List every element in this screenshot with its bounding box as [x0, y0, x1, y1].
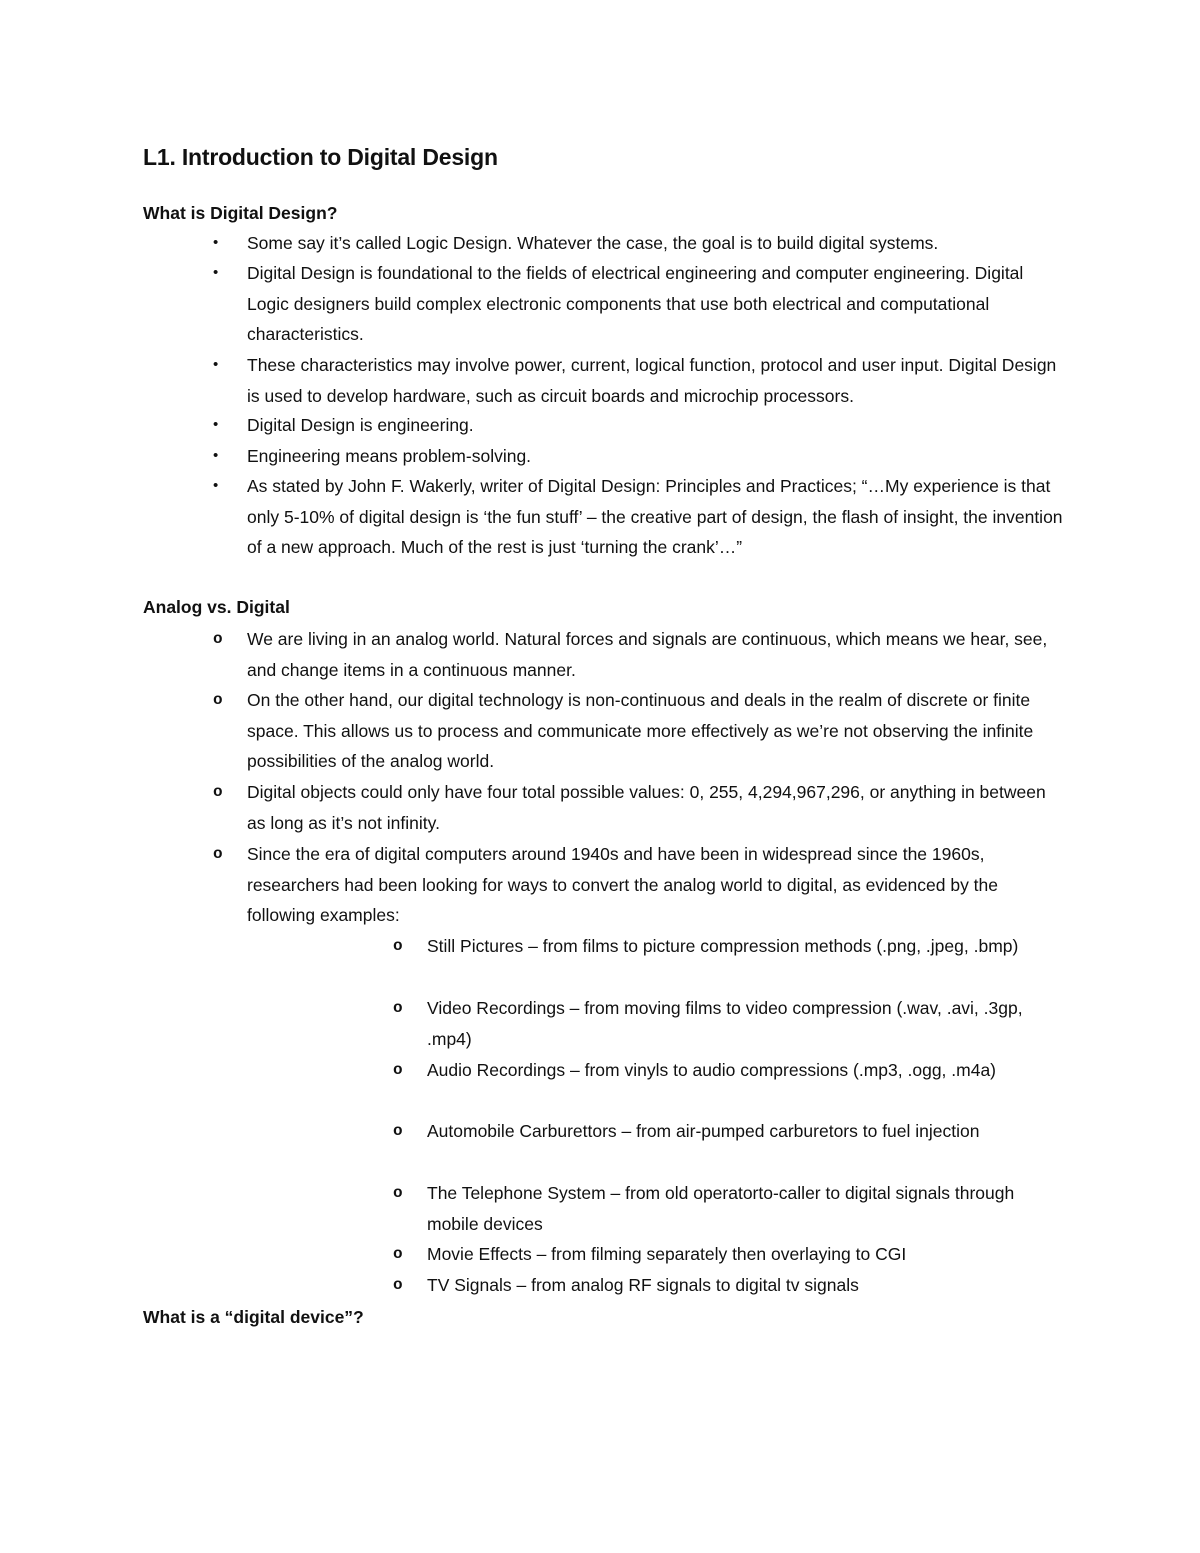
section-heading-what-is-digital-design: What is Digital Design? — [143, 203, 338, 223]
list-item-text: Since the era of digital computers around 1940s and have been in widespread since the 1960s, researchers had been looking for ways to convert the analog world to digital, as evidenced by the following examples: — [247, 844, 999, 925]
list-item — [213, 685, 1067, 777]
section-heading-analog-vs-digital: Analog vs. Digital — [143, 597, 290, 617]
list-item-text: On the other hand, our digital technology is non-continuous and deals in the realm of discrete or finite space. This allows us to process and communicate more effectively as we’re not observing the infinite possibilities of the analog world. — [247, 690, 1034, 771]
list-item — [213, 350, 1067, 411]
hollow-bullet-icon: o — [393, 937, 403, 955]
list-item — [213, 228, 1067, 259]
example-list-item — [393, 931, 1027, 962]
section-heading-what-is-a-digital-device: What is a “digital device”? — [143, 1307, 364, 1327]
bullet-icon: • — [213, 416, 219, 433]
list-item — [213, 258, 1067, 350]
example-list-item — [393, 1239, 1027, 1270]
example-text: Automobile Carburettors – from air-pumped carburetors to fuel injection — [427, 1121, 980, 1141]
example-list-item — [393, 993, 1027, 1054]
page-title: L1. Introduction to Digital Design — [143, 144, 498, 170]
example-text: TV Signals – from analog RF signals to digital tv signals — [427, 1275, 859, 1295]
list-item-text: Digital objects could only have four total possible values: 0, 255, 4,294,967,296, or anything in between as long as it’s not infinity. — [247, 782, 1046, 833]
bullet-icon: • — [213, 356, 219, 373]
hollow-bullet-icon: o — [393, 1245, 403, 1263]
hollow-bullet-icon: o — [393, 1184, 403, 1202]
hollow-bullet-icon: o — [213, 783, 223, 801]
hollow-bullet-icon: o — [393, 1276, 403, 1294]
example-text: The Telephone System – from old operatorto-caller to digital signals through mobile devices — [427, 1183, 1015, 1234]
example-list-item — [393, 1178, 1027, 1239]
list-item-text: Digital Design is engineering. — [247, 415, 474, 435]
bullet-icon: • — [213, 447, 219, 464]
list-item-text: These characteristics may involve power, current, logical function, protocol and user input. Digital Design is used to develop hardware, such as circuit boards and microchip processors. — [247, 355, 1057, 406]
list-item — [213, 839, 1067, 931]
example-text: Still Pictures – from films to picture compression methods (.png, .jpeg, .bmp) — [427, 936, 1019, 956]
list-item — [213, 624, 1067, 685]
hollow-bullet-icon: o — [393, 1122, 403, 1140]
list-item — [213, 471, 1067, 563]
example-text: Video Recordings – from moving films to video compression (.wav, .avi, .3gp, .mp4) — [427, 998, 1023, 1049]
list-item — [213, 410, 1067, 441]
bullet-icon: • — [213, 234, 219, 251]
example-list-item — [393, 1055, 1027, 1086]
hollow-bullet-icon: o — [393, 1061, 403, 1079]
example-list-item — [393, 1116, 1027, 1147]
bullet-icon: • — [213, 264, 219, 281]
list-item-text: Digital Design is foundational to the fields of electrical engineering and computer engineering. Digital Logic designers build complex electronic components that use both electrical and computational characteristics. — [247, 263, 1024, 344]
list-item-text: Some say it’s called Logic Design. Whatever the case, the goal is to build digital systems. — [247, 233, 939, 253]
list-item — [213, 441, 1067, 472]
example-list-item — [393, 1270, 1027, 1301]
example-text: Audio Recordings – from vinyls to audio compressions (.mp3, .ogg, .m4a) — [427, 1060, 997, 1080]
example-text: Movie Effects – from filming separately then overlaying to CGI — [427, 1244, 907, 1264]
hollow-bullet-icon: o — [213, 691, 223, 709]
bullet-icon: • — [213, 477, 219, 494]
hollow-bullet-icon: o — [213, 630, 223, 648]
list-item — [213, 777, 1067, 838]
hollow-bullet-icon: o — [393, 999, 403, 1017]
list-item-text: We are living in an analog world. Natural forces and signals are continuous, which means we hear, see, and change items in a continuous manner. — [247, 629, 1048, 680]
list-item-text: As stated by John F. Wakerly, writer of Digital Design: Principles and Practices; “…My experience is that only 5-10% of digital design is ‘the fun stuff’ – the creative part of design, the flash of insight, the invention of a new approach. Much of the rest is just ‘turning the crank’…” — [247, 476, 1063, 557]
list-item-text: Engineering means problem-solving. — [247, 446, 532, 466]
hollow-bullet-icon: o — [213, 845, 223, 863]
